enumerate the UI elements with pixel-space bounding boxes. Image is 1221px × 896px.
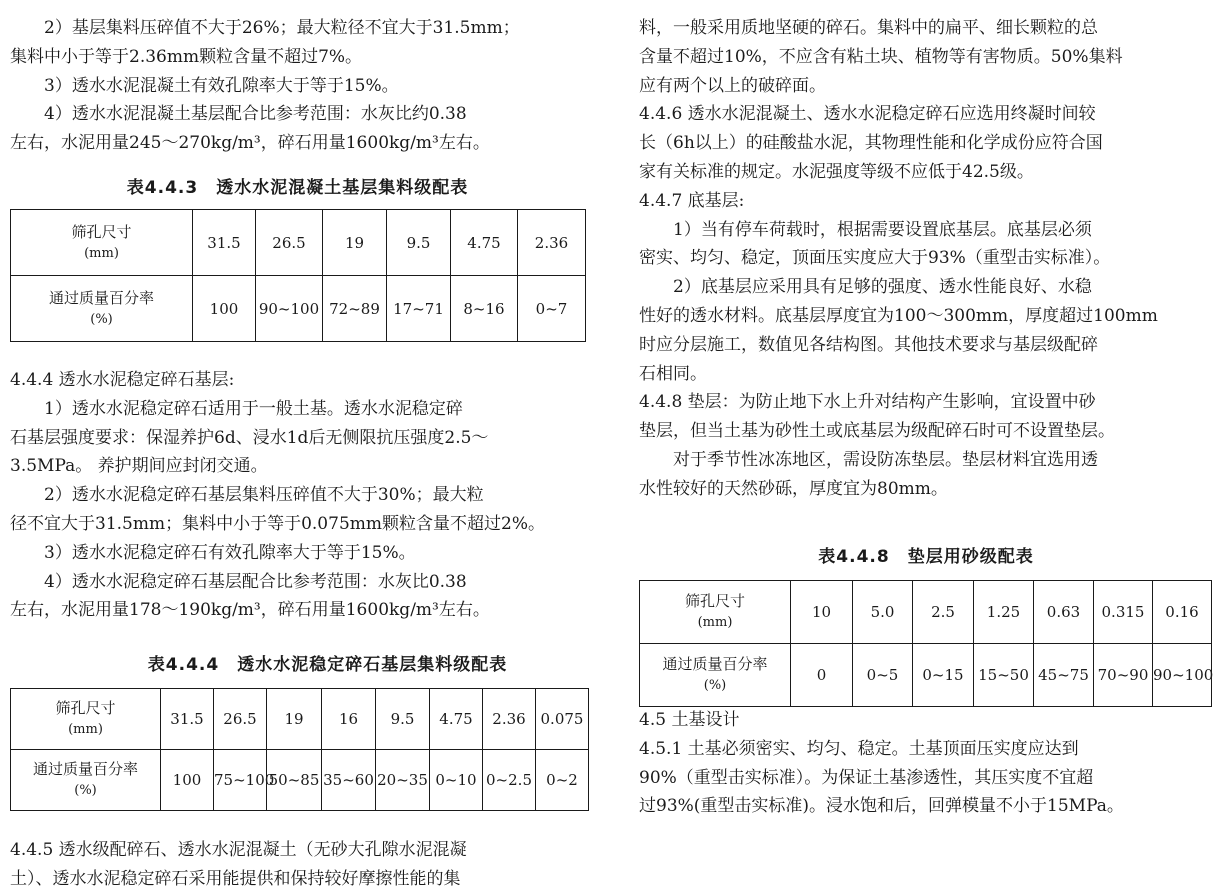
paragraph: 2）底基层应采用具有足够的强度、透水性能良好、水稳	[673, 277, 1092, 298]
table-cell: 100	[161, 750, 214, 811]
paragraph: 性好的透水材料。底基层厚度宜为100～300mm，厚度超过100mm	[639, 305, 1158, 326]
paragraph: 家有关标准的规定。水泥强度等级不应低于42.5级。	[639, 161, 1034, 182]
paragraph: 3）透水水泥混凝土有效孔隙率大于等于15%。	[44, 75, 399, 96]
table-cell: 1.25	[974, 581, 1034, 644]
table-cell: 26.5	[214, 689, 267, 750]
table-cell: 19	[267, 689, 322, 750]
paragraph: 料，一般采用质地坚硬的碎石。集料中的扁平、细长颗粒的总	[639, 18, 1098, 38]
paragraph: 4）透水水泥混凝土基层配合比参考范围：水灰比约0.38	[44, 104, 467, 125]
table-cell: 75~100	[214, 750, 267, 811]
paragraph: 垫层，但当土基为砂性土或底基层为级配碎石时可不设置垫层。	[639, 421, 1115, 442]
table-cell: 0	[791, 644, 853, 707]
paragraph: 2）透水水泥稳定碎石基层集料压碎值不大于30%；最大粒	[44, 485, 484, 506]
table-cell: 15~50	[974, 644, 1034, 707]
paragraph: 左右，水泥用量178～190kg/m³，碎石用量1600kg/m³左右。	[10, 600, 490, 621]
table-cell: 26.5	[256, 210, 323, 276]
section-heading: 4.4.4 透水水泥稳定碎石基层:	[10, 370, 235, 390]
paragraph: 4.5.1 土基必须密实、均匀、稳定。土基顶面压实度应达到	[639, 738, 1079, 759]
table-cell: 2.36	[483, 689, 536, 750]
table-cell: 4.75	[430, 689, 483, 750]
table-cell: 0.63	[1034, 581, 1094, 644]
table-cell: 0~15	[913, 644, 974, 707]
paragraph: 4）透水水泥稳定碎石基层配合比参考范围：水灰比0.38	[44, 571, 467, 592]
table-cell: 9.5	[387, 210, 451, 276]
paragraph: 1）当有停车荷载时，根据需要设置底基层。底基层必须	[673, 219, 1092, 240]
paragraph: 4.4.8 垫层：为防止地下水上升对结构产生影响，宜设置中砂	[639, 392, 1096, 413]
sand-gradation-table-4-4-8	[639, 580, 1212, 707]
table-cell: 0~2.5	[483, 750, 536, 811]
table-cell: 100	[193, 276, 256, 342]
table-title: 表4.4.3 透水水泥混凝土基层集料级配表	[126, 178, 469, 198]
row-label-cell: 通过质量百分率 (%)	[640, 644, 791, 707]
paragraph: 石相同。	[639, 363, 707, 384]
table-cell: 90~100	[256, 276, 323, 342]
paragraph: 过93%(重型击实标准)。浸水饱和后，回弹模量不小于15MPa。	[639, 796, 1124, 817]
table-cell: 0~10	[430, 750, 483, 811]
table-cell: 90~100	[1153, 644, 1212, 707]
row-label-cell: 通过质量百分率 (%)	[11, 750, 161, 811]
table-title: 表4.4.8 垫层用砂级配表	[818, 547, 1034, 567]
table-cell: 35~60	[322, 750, 376, 811]
table-cell: 10	[791, 581, 853, 644]
table-cell: 50~85	[267, 750, 322, 811]
header-cell: 筛孔尺寸 (mm)	[640, 581, 791, 644]
table-cell: 17~71	[387, 276, 451, 342]
table-cell: 4.75	[451, 210, 518, 276]
paragraph: 左右，水泥用量245～270kg/m³，碎石用量1600kg/m³左右。	[10, 133, 490, 154]
row-label-cell: 通过质量百分率 (%)	[11, 276, 193, 342]
paragraph: 4.4.6 透水水泥混凝土、透水水泥稳定碎石应选用终凝时间较	[639, 104, 1096, 125]
table-cell: 0.075	[536, 689, 589, 750]
paragraph: 3.5MPa。 养护期间应封闭交通。	[10, 456, 268, 477]
table-cell: 45~75	[1034, 644, 1094, 707]
paragraph: 4.4.5 透水级配碎石、透水水泥混凝土（无砂大孔隙水泥混凝	[10, 840, 467, 860]
table-cell: 72~89	[323, 276, 387, 342]
paragraph: 90%（重型击实标准）。为保证土基渗透性，其压实度不宜超	[639, 767, 1094, 788]
header-cell: 筛孔尺寸 (mm)	[11, 210, 193, 276]
table-cell: 2.36	[518, 210, 586, 276]
paragraph: 石基层强度要求：保湿养护6d、浸水1d后无侧限抗压强度2.5～	[10, 427, 489, 448]
table-cell: 2.5	[913, 581, 974, 644]
table-cell: 20~35	[376, 750, 430, 811]
paragraph: 2）基层集料压碎值不大于26%；最大粒径不宜大于31.5mm；	[44, 18, 520, 38]
paragraph: 长（6h以上）的硅酸盐水泥，其物理性能和化学成份应符合国	[639, 133, 1103, 154]
paragraph: 密实、均匀、稳定，顶面压实度应大于93%（重型击实标准）。	[639, 248, 1111, 269]
table-cell: 0~2	[536, 750, 589, 811]
table-cell: 70~90	[1094, 644, 1153, 707]
table-cell: 8~16	[451, 276, 518, 342]
table-cell: 16	[322, 689, 376, 750]
paragraph: 集料中小于等于2.36mm颗粒含量不超过7%。	[10, 46, 363, 67]
header-cell: 筛孔尺寸 (mm)	[11, 689, 161, 750]
paragraph: 3）透水水泥稳定碎石有效孔隙率大于等于15%。	[44, 542, 416, 563]
table-cell: 31.5	[161, 689, 214, 750]
paragraph: 水性较好的天然砂砾，厚度宜为80mm。	[639, 478, 948, 499]
section-heading: 4.5 土基设计	[639, 710, 740, 730]
paragraph: 应有两个以上的破碎面。	[639, 75, 826, 96]
paragraph: 径不宜大于31.5mm；集料中小于等于0.075mm颗粒含量不超过2%。	[10, 513, 545, 534]
table-cell: 9.5	[376, 689, 430, 750]
table-cell: 31.5	[193, 210, 256, 276]
table-cell: 0~5	[853, 644, 913, 707]
gradation-table-4-4-3	[10, 209, 586, 342]
table-cell: 5.0	[853, 581, 913, 644]
table-cell: 0.16	[1153, 581, 1212, 644]
paragraph: 含量不超过10%，不应含有粘土块、植物等有害物质。50%集料	[639, 46, 1123, 67]
section-heading: 4.4.7 底基层:	[639, 190, 745, 211]
table-cell: 19	[323, 210, 387, 276]
gradation-table-4-4-4	[10, 688, 589, 811]
paragraph: 时应分层施工，数值见各结构图。其他技术要求与基层级配碎	[639, 334, 1098, 355]
table-title: 表4.4.4 透水水泥稳定碎石基层集料级配表	[147, 655, 508, 675]
table-cell: 0~7	[518, 276, 586, 342]
table-cell: 0.315	[1094, 581, 1153, 644]
paragraph: 土）、透水水泥稳定碎石采用能提供和保持较好摩擦性能的集	[10, 868, 461, 889]
paragraph: 1）透水水泥稳定碎石适用于一般土基。透水水泥稳定碎	[44, 398, 463, 419]
paragraph: 对于季节性冰冻地区，需设防冻垫层。垫层材料宜选用透	[673, 449, 1098, 470]
